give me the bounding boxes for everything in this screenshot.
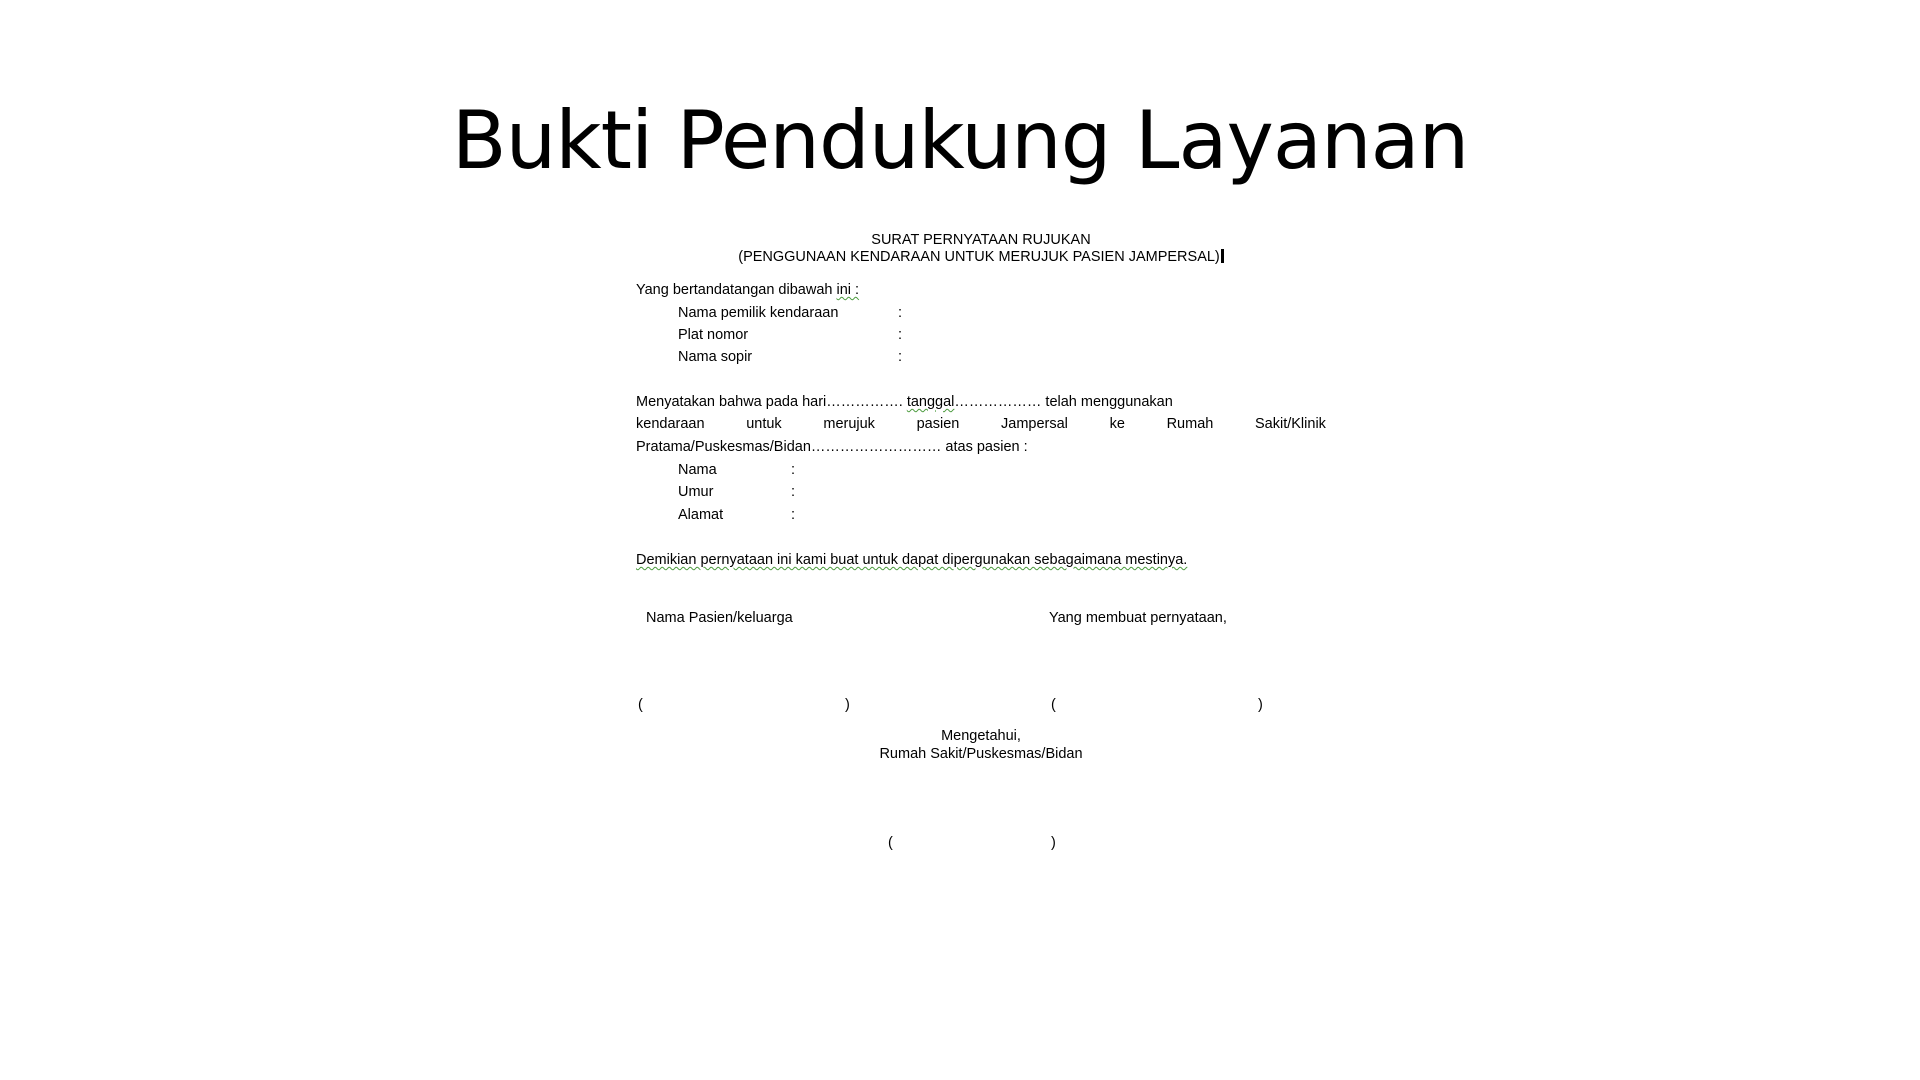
statement-word: Rumah (1166, 416, 1214, 432)
statement-line-2 (636, 413, 1326, 436)
signature-bracket-close: ) (845, 697, 850, 713)
owner-field-label: Plat nomor (678, 327, 749, 343)
statement-word: Jampersal (1001, 416, 1068, 432)
signature-bracket-open: ( (638, 697, 643, 713)
signature-bracket-open: ( (888, 835, 893, 851)
statement-word: kendaraan (636, 416, 705, 432)
patient-field-label: Nama (678, 462, 717, 478)
owner-field-colon: : (898, 349, 903, 365)
owner-field-colon: : (898, 327, 903, 343)
statement-word: ke (1109, 416, 1125, 432)
owner-field-colon: : (898, 305, 903, 321)
signature-label-patient: Nama Pasien/keluarga (646, 610, 793, 626)
statement-text-flagged: tanggal (906, 394, 955, 410)
patient-field-colon: : (791, 507, 796, 523)
statement-word: untuk (746, 416, 782, 432)
patient-field-colon: : (791, 484, 796, 500)
heading-line-1: SURAT PERNYATAAN RUJUKAN (871, 232, 1091, 248)
closing-statement: Demikian pernyataan ini kami buat untuk dapat dipergunakan sebagaimana mestinya. (636, 552, 1188, 568)
signature-bracket-open: ( (1051, 697, 1056, 713)
intro-line (636, 279, 859, 302)
statement-word: Sakit/Klinik (1255, 416, 1326, 432)
statement-text: ……………… telah menggunakan (954, 394, 1173, 410)
statement-word: merujuk (823, 416, 875, 432)
patient-field-colon: : (791, 462, 796, 478)
patient-field-label: Alamat (678, 507, 724, 523)
acknowledge-line-1: Mengetahui, (941, 728, 1021, 744)
heading-line-2: (PENGGUNAAN KENDARAAN UNTUK MERUJUK PASIEN JAMPERSAL) (738, 249, 1220, 265)
owner-field-label: Nama pemilik kendaraan (678, 305, 839, 321)
signature-bracket-close: ) (1258, 697, 1263, 713)
text-cursor (1221, 249, 1224, 263)
document-subheading (636, 246, 1326, 269)
statement-line-1 (636, 391, 1326, 414)
statement-word: pasien (916, 416, 960, 432)
acknowledge-line-2: Rumah Sakit/Puskesmas/Bidan (879, 746, 1083, 762)
intro-text: Yang bertandatangan dibawah (636, 282, 837, 298)
statement-line-1-text (636, 391, 1173, 414)
signature-label-declarant: Yang membuat pernyataan, (1049, 610, 1227, 626)
referral-statement-document (636, 224, 1326, 874)
patient-field-label: Umur (678, 484, 714, 500)
intro-text-flagged: ini : (836, 282, 860, 298)
statement-line-3: Pratama/Puskesmas/Bidan……………………… atas pasien : (636, 439, 1028, 455)
slide-title: Bukti Pendukung Layanan (451, 94, 1469, 187)
owner-field-label: Nama sopir (678, 349, 753, 365)
signature-bracket-close: ) (1051, 835, 1056, 851)
statement-text: Menyatakan bahwa pada hari……………. (636, 394, 907, 410)
